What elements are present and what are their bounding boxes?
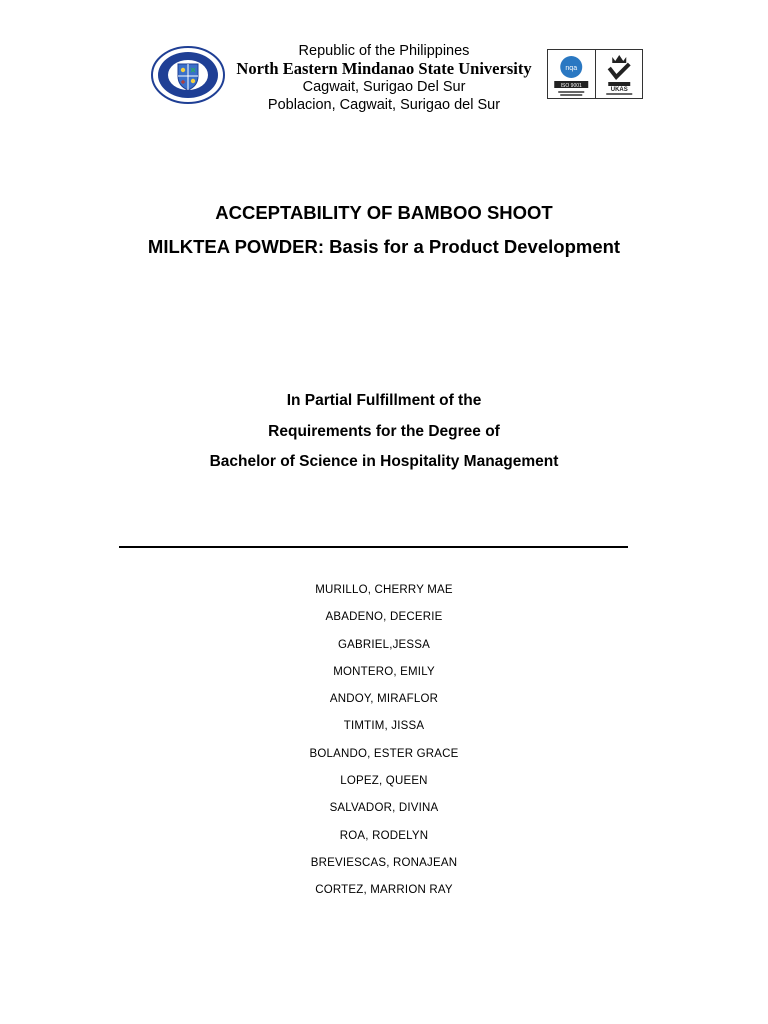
iso-certification-logo [548,50,596,98]
author-name: MURILLO, CHERRY MAE [315,584,453,596]
certification-logos [547,49,643,99]
author-name: ROA, RODELYN [339,829,429,842]
author-name: TIMTIM, JISSA [343,720,425,733]
horizontal-divider [119,546,628,548]
author-name: ABADENO, DECERIE [325,611,443,624]
author-name: CORTEZ, MARRION RAY [315,884,453,897]
svg-text:ISO 9001: ISO 9001 [560,83,582,89]
fulfillment-line-1: In Partial Fulfillment of the [286,392,482,409]
author-name: LOPEZ, QUEEN [340,775,428,788]
title-line-2: MILKTEA POWDER: Basis for a Product Development [147,236,621,257]
author-list [0,577,768,905]
author-name: BREVIESCAS, RONAJEAN [310,856,458,869]
university-name: North Eastern Mindanao State University [236,59,532,78]
title-line-1: ACCEPTABILITY OF BAMBOO SHOOT [215,202,553,223]
author-name: MONTERO, EMILY [333,665,435,678]
letterhead [0,42,768,116]
ukas-certification-logo [596,50,643,98]
author-name: GABRIEL,JESSA [337,638,431,651]
svg-text:nqa: nqa [565,65,578,72]
fulfillment-line-3: Bachelor of Science in Hospitality Management [209,453,559,470]
degree-statement [0,386,768,478]
author-name: BOLANDO, ESTER GRACE [309,747,459,760]
campus-line: Cagwait, Surigao Del Sur [302,79,466,95]
author-name: ANDOY, MIRAFLOR [329,693,439,706]
address-line: Poblacion, Cagwait, Surigao del Sur [267,97,501,113]
author-name: SALVADOR, DIVINA [329,802,439,815]
svg-text:UKAS: UKAS [610,87,628,93]
thesis-title [0,196,768,264]
institution-block [214,42,554,114]
country-line: Republic of the Philippines [298,43,470,59]
fulfillment-line-2: Requirements for the Degree of [268,422,500,440]
